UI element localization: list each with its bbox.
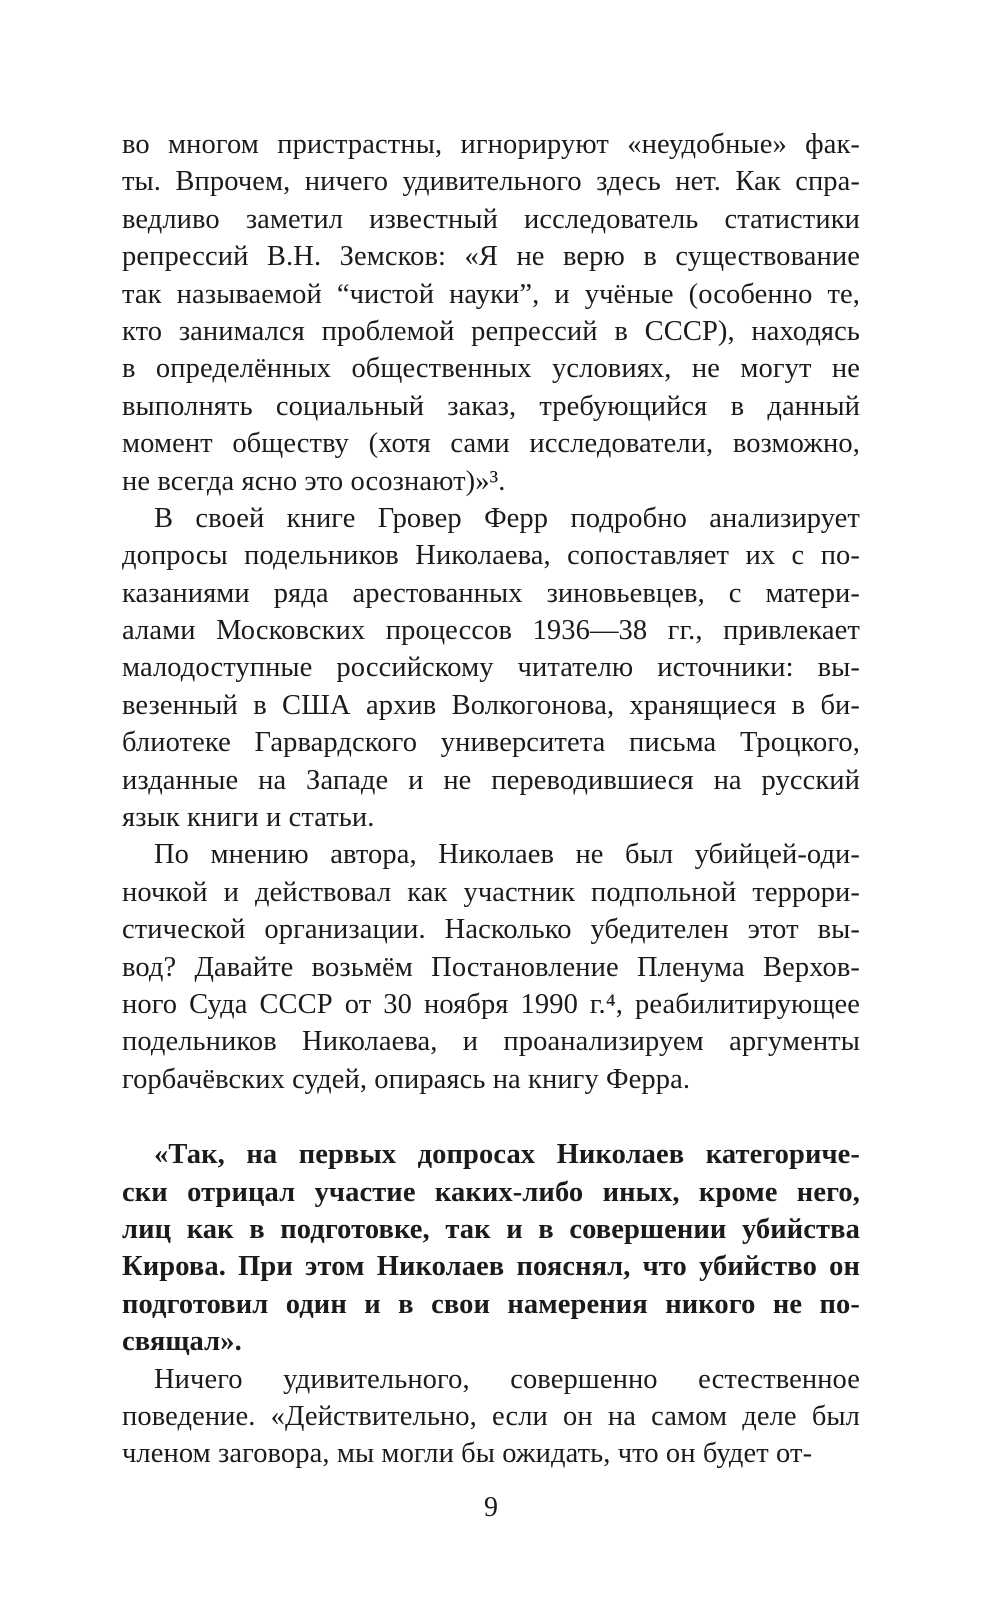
text-line: «Так, на первых допросах Николаев категориче- bbox=[154, 1139, 860, 1171]
text-line: момент обществу (хотя сами исследователи, возможно, bbox=[122, 428, 860, 460]
text-line: вод? Давайте возьмём Постановление Пленума Верхов- bbox=[122, 951, 860, 983]
text-line: ночкой и действовал как участник подпольной террори- bbox=[122, 876, 860, 908]
text-line: везенный в США архив Волкогонова, хранящиеся в би- bbox=[122, 689, 860, 721]
text-line: членом заговора, мы могли бы ожидать, что он будет от- bbox=[122, 1438, 813, 1470]
text-line: свящал». bbox=[122, 1326, 242, 1358]
text-line: ного Суда СССР от 30 ноября 1990 г.⁴, реабилитирующее bbox=[122, 988, 860, 1020]
text-line: допросы подельников Николаева, сопоставляет их с по- bbox=[122, 540, 860, 572]
page-number-row bbox=[122, 1492, 860, 1524]
paragraph bbox=[122, 500, 860, 837]
paragraph bbox=[122, 1136, 860, 1360]
page-number: 9 bbox=[484, 1492, 498, 1523]
text-line: подготовил один и в свои намерения никого не по- bbox=[122, 1288, 860, 1320]
text-line: поведение. «Действительно, если он на самом деле был bbox=[122, 1400, 860, 1432]
paragraph bbox=[122, 1361, 860, 1473]
paragraph bbox=[122, 126, 860, 500]
text-line: ты. Впрочем, ничего удивительного здесь нет. Как спра- bbox=[122, 166, 860, 198]
text-line: По мнению автора, Николаев не был убийцей-оди- bbox=[154, 839, 860, 871]
text-line: Ничего удивительного, совершенно естественное bbox=[154, 1363, 860, 1395]
text-line: кто занимался проблемой репрессий в СССР), находясь bbox=[122, 315, 860, 347]
text-line: В своей книге Гровер Ферр подробно анализирует bbox=[154, 502, 860, 534]
text-line: лиц как в подготовке, так и в совершении убийства bbox=[122, 1213, 860, 1245]
text-line: выполнять социальный заказ, требующийся в данный bbox=[122, 390, 860, 422]
text-line: репрессий В.Н. Земсков: «Я не верю в существование bbox=[122, 241, 860, 273]
text-line: язык книги и статьи. bbox=[122, 802, 375, 834]
text-line: в определённых общественных условиях, не могут не bbox=[122, 353, 860, 385]
text-line: малодоступные российскому читателю источники: вы- bbox=[122, 652, 860, 684]
text-line: так называемой “чистой науки”, и учёные (особенно те, bbox=[122, 278, 860, 310]
text-block bbox=[122, 126, 860, 1473]
paragraph bbox=[122, 836, 860, 1098]
text-line: алами Московских процессов 1936—38 гг., привлекает bbox=[122, 615, 860, 647]
text-line: ведливо заметил известный исследователь статистики bbox=[122, 203, 860, 235]
text-line: казаниями ряда арестованных зиновьевцев, с матери- bbox=[122, 577, 860, 609]
text-line: блиотеке Гарвардского университета письма Троцкого, bbox=[122, 727, 860, 759]
text-line: стической организации. Насколько убедителен этот вы- bbox=[122, 914, 860, 946]
text-line: ски отрицал участие каких-либо иных, кроме него, bbox=[122, 1176, 860, 1208]
text-line: изданные на Западе и не переводившиеся на русский bbox=[122, 764, 860, 796]
text-line: Кирова. При этом Николаев пояснял, что убийство он bbox=[122, 1251, 860, 1283]
text-line: не всегда ясно это осознают)»³. bbox=[122, 465, 506, 497]
text-line: подельников Николаева, и проанализируем аргументы bbox=[122, 1026, 860, 1058]
text-line: во многом пристрастны, игнорируют «неудобные» фак- bbox=[122, 129, 860, 160]
text-line: горбачёвских судей, опираясь на книгу Ферра. bbox=[122, 1063, 691, 1095]
